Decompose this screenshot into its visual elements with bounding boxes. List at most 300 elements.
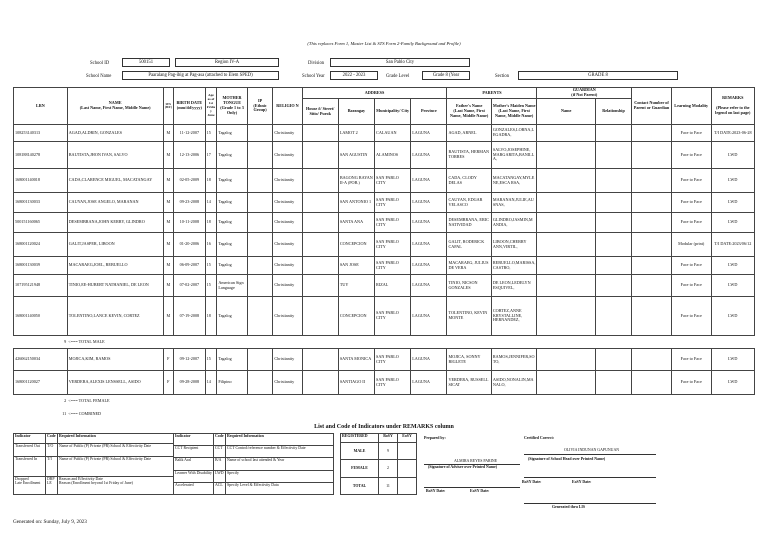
cell-gname <box>537 142 595 169</box>
region-field: Region IV-A <box>175 58 279 67</box>
cell-name: VERDERA,ALEXIS LENSSELL, ASIDO <box>67 371 163 395</box>
cell-remarks: T/I DATE:2023/06/12 <box>711 233 754 257</box>
cell-ip <box>247 257 273 275</box>
legend-ind: CCT Recipient <box>174 446 214 458</box>
col-lrn: LRN <box>14 88 68 125</box>
cell-brgy: CONCEPCION <box>338 297 374 336</box>
cell-lrn: 168001130033 <box>14 193 68 213</box>
cell-mother: GONZALES,LORNA,LEGADRA, <box>491 125 537 142</box>
cell-lrn: 168001120027 <box>14 371 68 395</box>
cell-brgy: SAN ANTONIO 1 <box>338 193 374 213</box>
bosy-date-line <box>424 487 520 488</box>
cell-ip <box>247 275 273 297</box>
cell-modality: Face to Face <box>671 142 711 169</box>
cell-remarks: LWD <box>711 169 754 193</box>
cell-name: DESEMBRANA,JOHN KERRY, GLINDRO <box>67 213 163 233</box>
cell-ip <box>247 142 273 169</box>
cell-ip <box>247 213 273 233</box>
cell-contact <box>632 213 672 233</box>
cell-ip <box>247 297 273 336</box>
cell-contact <box>632 257 672 275</box>
cell-brgy: TUY <box>338 275 374 297</box>
cell-city: SAN PABLO CITY <box>375 193 411 213</box>
cell-religion: Christianity <box>273 297 302 336</box>
cell-modality: Modular (print) <box>671 233 711 257</box>
cell-tongue: Tagalog <box>217 125 247 142</box>
cell-age: 18 <box>205 169 217 193</box>
legend-ind: Transferred In <box>14 456 46 476</box>
cell-rel <box>595 233 631 257</box>
cell-sex: M <box>163 297 174 336</box>
col-mother: Mother's Maiden Name (Last Name, First Name, Middle Name) <box>491 99 537 125</box>
cell-tongue: Tagalog <box>217 169 247 193</box>
eosy-date-label-2: EoSY Date: <box>572 480 592 484</box>
generated-lis-line <box>524 503 656 504</box>
cell-name: MACARAEG,JOEL, REBUELLO <box>67 257 163 275</box>
cell-tongue: Tagalog <box>217 257 247 275</box>
cell-lrn: 168001130039 <box>14 257 68 275</box>
col-guardian-name: Name <box>537 99 595 125</box>
col-province: Province <box>411 99 447 125</box>
cell-prov: LAGUNA <box>411 349 447 371</box>
cell-tongue: Tagalog <box>217 233 247 257</box>
cell-contact <box>632 125 672 142</box>
cell-prov: LAGUNA <box>411 233 447 257</box>
legend-table-left <box>13 433 174 495</box>
learner-row <box>14 257 755 275</box>
cell-modality: Face to Face <box>671 125 711 142</box>
cell-father: CADA, CLODY DELAS <box>447 169 491 193</box>
counts-male-bosy: 9 <box>379 443 398 460</box>
cell-ip <box>247 125 273 142</box>
prepared-by-label: Prepared by: <box>424 436 446 440</box>
cell-tongue: Filipino <box>217 371 247 395</box>
cell-lrn: 426062150034 <box>14 349 68 371</box>
cell-house <box>302 371 338 395</box>
cell-name: CAUYAN,JOSE ANGELO, MARANAN <box>67 193 163 213</box>
grade-level-label: Grade Level <box>386 74 410 79</box>
cell-age: 14 <box>205 193 217 213</box>
cell-sex: F <box>163 371 174 395</box>
cell-sex: M <box>163 213 174 233</box>
cell-gname <box>537 169 595 193</box>
cell-age: 15 <box>205 275 217 297</box>
cell-house <box>302 275 338 297</box>
col-sex: SEX (M/F) <box>163 88 174 125</box>
legend-ind: Balik Aral <box>174 458 214 470</box>
col-contact: Contact Number of Parent or Guardian <box>632 88 672 125</box>
cell-contact <box>632 275 672 297</box>
total-female-label: <=== TOTAL FEMALE <box>68 397 110 403</box>
learner-row <box>14 349 755 371</box>
cell-mother: ASIDO,NONALIN,MANALO, <box>491 371 537 395</box>
learner-row <box>14 371 755 395</box>
col-relationship: Relationship <box>595 99 631 125</box>
legend-req: Name of Public (P) Private (PR) School & Effectivity Date <box>58 443 174 456</box>
cell-mother: CORTEZ,ANNE KRYSTALLINE, HERNANDEZ, <box>491 297 537 336</box>
cell-religion: Christianity <box>273 193 302 213</box>
legend-req: Specify <box>226 470 334 482</box>
legend-table-right <box>173 433 334 495</box>
cell-rel <box>595 275 631 297</box>
cell-father: DESEMBRANA, ERIC NATIVIDAD <box>447 213 491 233</box>
cell-contact <box>632 233 672 257</box>
cell-sex: M <box>163 142 174 169</box>
cell-birth: 02-05-2009 <box>174 169 206 193</box>
cell-ip <box>247 233 273 257</box>
legend-h-indicator: Indicator <box>14 434 46 444</box>
cell-contact <box>632 349 672 371</box>
cell-tongue: Tagalog <box>217 193 247 213</box>
learner-row <box>14 125 755 142</box>
cell-contact <box>632 169 672 193</box>
bosy-date-label: BoSY Date: <box>426 489 446 493</box>
legend-req: CCT Control/reference number & Effectivity Date <box>226 446 334 458</box>
learner-row <box>14 233 755 257</box>
total-male-count: 9 <box>64 338 67 344</box>
cell-modality: Face to Face <box>671 193 711 213</box>
cell-mother: GLINDRO,JASMIN,MANDIA, <box>491 213 537 233</box>
col-name: NAME (Last Name, First Name, Middle Name) <box>67 88 163 125</box>
cell-prov: LAGUNA <box>411 142 447 169</box>
cell-birth: 07-19-2008 <box>174 297 206 336</box>
section-field: GRADE 8 <box>518 71 678 80</box>
cell-lrn: 107195121948 <box>14 275 68 297</box>
col-mother-tongue: MOTHER TONGUE (Grade 1 to 3 Only) <box>217 88 247 125</box>
legend-h-required: Required Information <box>226 434 334 446</box>
cell-lrn: 108188140278 <box>14 142 68 169</box>
cell-father: TOLENTINO, KEVIN MONTE <box>447 297 491 336</box>
cell-city: SAN PABLO CITY <box>375 233 411 257</box>
cell-city: SAN PABLO CITY <box>375 257 411 275</box>
cell-lrn: 168001120024 <box>14 233 68 257</box>
cell-remarks: LWD <box>711 257 754 275</box>
cell-mother: RAMOS,JENNIFER,SOTO, <box>491 349 537 371</box>
cell-name: TINIO,EE-HUBERT NATHANIEL, DE LEON <box>67 275 163 297</box>
cell-birth: 09-23-2008 <box>174 193 206 213</box>
cell-rel <box>595 125 631 142</box>
counts-registered-header: REGISTERED <box>341 434 379 443</box>
cell-birth: 09-28-2008 <box>174 371 206 395</box>
school-id-field: 500151 <box>122 58 170 67</box>
school-year-field: 2022 - 2023 <box>330 71 378 80</box>
cell-age: 18 <box>205 297 217 336</box>
cell-house <box>302 213 338 233</box>
cell-rel <box>595 371 631 395</box>
legend-code: LWD <box>214 470 226 482</box>
adviser-caption: (Signature of Adviser over Printed Name) <box>428 465 498 469</box>
cell-sex: M <box>163 169 174 193</box>
learner-row <box>14 213 755 233</box>
cell-prov: LAGUNA <box>411 371 447 395</box>
cell-rel <box>595 349 631 371</box>
cell-gname <box>537 257 595 275</box>
cell-name: GALIT,JASPER, LIBOON <box>67 233 163 257</box>
cell-religion: Christianity <box>273 169 302 193</box>
cell-ip <box>247 193 273 213</box>
cell-brgy: SANTA MONICA <box>338 349 374 371</box>
cell-mother: MARANAN,JULIE,AUSNAS, <box>491 193 537 213</box>
cell-gname <box>537 213 595 233</box>
counts-female-eosy <box>398 460 417 477</box>
legend-code: B/A <box>214 458 226 470</box>
combined-label: <=== COMBINED <box>68 410 102 416</box>
eosy-date-label: EoSY Date: <box>470 489 490 493</box>
cell-birth: 01-20-2006 <box>174 233 206 257</box>
cell-age: 15 <box>205 349 217 371</box>
col-barangay: Barangay <box>338 99 374 125</box>
col-father: Father's Name (Last Name, First Name, Middle Name) <box>447 99 491 125</box>
counts-female-bosy: 2 <box>379 460 398 477</box>
cell-house <box>302 233 338 257</box>
summary-counts-table <box>340 433 417 495</box>
cell-mother: REBUELLO,MARISSA,CASTRO, <box>491 257 537 275</box>
cell-religion: Christianity <box>273 213 302 233</box>
cell-prov: LAGUNA <box>411 125 447 142</box>
cell-mother: LIBOON,CHERRY ANN,VIRTIL, <box>491 233 537 257</box>
cell-age: 15 <box>205 125 217 142</box>
cell-modality: Face to Face <box>671 169 711 193</box>
cell-rel <box>595 142 631 169</box>
col-ip: IP (Ethnic Group) <box>247 88 273 125</box>
cell-prov: LAGUNA <box>411 213 447 233</box>
legend-ind: Accelerated <box>174 482 214 494</box>
cell-brgy: SAN AGUSTIN <box>338 142 374 169</box>
cell-rel <box>595 297 631 336</box>
cell-contact <box>632 142 672 169</box>
counts-total-bosy: 11 <box>379 477 398 494</box>
cell-father: MOJICA, SONNY BIGLETE <box>447 349 491 371</box>
counts-total-label: TOTAL <box>341 477 379 494</box>
learner-row <box>14 275 755 297</box>
cell-prov: LAGUNA <box>411 297 447 336</box>
cell-modality: Face to Face <box>671 275 711 297</box>
counts-eosy-header: EoSY <box>398 434 417 443</box>
legend-req: Name of school last attended & Year <box>226 458 334 470</box>
school-id-label: School ID <box>90 61 110 66</box>
col-religion: RELIGIO N <box>273 88 302 125</box>
cell-house <box>302 193 338 213</box>
school-head-caption: (Signature of School Head over Printed Name) <box>528 457 606 461</box>
cell-contact <box>632 371 672 395</box>
cell-house <box>302 142 338 169</box>
cell-father: CAUYAN, EDGAR VELASCO <box>447 193 491 213</box>
legend-code: CCT <box>214 446 226 458</box>
counts-male-eosy <box>398 443 417 460</box>
col-age: Age as of 1st Friday June <box>205 88 217 125</box>
cell-sex: M <box>163 257 174 275</box>
cell-lrn: 108253140313 <box>14 125 68 142</box>
legend-req: Reason and Effectivity Date Reason (Enrollment beyond 1st Friday of June) <box>58 476 174 494</box>
cell-father: TINIO, NICSON GONZALES <box>447 275 491 297</box>
legend-h-code: Code <box>46 434 58 444</box>
cell-mother: SALVO,JOSEPHINE, MARGARITA,BANILLA, <box>491 142 537 169</box>
cell-prov: LAGUNA <box>411 257 447 275</box>
col-address: ADDRESS <box>302 88 447 99</box>
cell-birth: 11-12-2007 <box>174 125 206 142</box>
cell-remarks: LWD <box>711 142 754 169</box>
cell-father: BAUTISTA, HERMAN TORRES <box>447 142 491 169</box>
counts-total-eosy <box>398 477 417 494</box>
cell-mother: DE LEON,LEDELYN ESQUIVEL, <box>491 275 537 297</box>
legend-ind: Dropped Late Enrollment <box>14 476 46 494</box>
cell-age: 16 <box>205 233 217 257</box>
cell-remarks: LWD <box>711 213 754 233</box>
col-municipality: Municipality/ City <box>375 99 411 125</box>
cell-gname <box>537 349 595 371</box>
cell-tongue: Tagalog <box>217 142 247 169</box>
col-parents: PARENTS <box>447 88 537 99</box>
cell-brgy: CONCEPCION <box>338 233 374 257</box>
cell-birth: 10-11-2008 <box>174 213 206 233</box>
cell-father: MACARAEG, JULIUS DE VERA <box>447 257 491 275</box>
generated-on: Generated on: Sunday, July 9, 2023 <box>13 519 87 525</box>
legend-title: List and Code of Indicators under REMARKS column <box>314 424 454 430</box>
cell-remarks: T/I DATE:2023-06-28 <box>711 125 754 142</box>
cell-age: 14 <box>205 371 217 395</box>
cell-lrn: 168001140050 <box>14 297 68 336</box>
cell-tongue: American Sign Language <box>217 275 247 297</box>
cell-rel <box>595 193 631 213</box>
cell-religion: Christianity <box>273 125 302 142</box>
cell-city: SAN PABLO CITY <box>375 349 411 371</box>
cell-sex: F <box>163 349 174 371</box>
cell-brgy: SAN JOSE <box>338 257 374 275</box>
school-name-field: Paaralang Pag-ibig at Pag-asa (attached to Elem SPED) <box>122 71 279 80</box>
cell-modality: Face to Face <box>671 213 711 233</box>
cell-name: AGAD,ALDRIN, GONZALES <box>67 125 163 142</box>
cell-age: 15 <box>205 257 217 275</box>
cell-house <box>302 349 338 371</box>
cell-modality: Face to Face <box>671 349 711 371</box>
counts-bosy-header: BoSY <box>379 434 398 443</box>
cell-gname <box>537 275 595 297</box>
cell-city: SAN PABLO CITY <box>375 213 411 233</box>
counts-female-label: FEMALE <box>341 460 379 477</box>
cell-father: AGAD, ARNEL <box>447 125 491 142</box>
learner-row <box>14 297 755 336</box>
cell-ip <box>247 349 273 371</box>
learner-table <box>13 87 755 421</box>
cell-city: SAN PABLO CITY <box>375 371 411 395</box>
cell-remarks: LWD <box>711 371 754 395</box>
cell-prov: LAGUNA <box>411 193 447 213</box>
cell-city: CALAUAN <box>375 125 411 142</box>
cell-city: RIZAL <box>375 275 411 297</box>
cell-lrn: 168001140018 <box>14 169 68 193</box>
cell-ip <box>247 371 273 395</box>
cell-modality: Face to Face <box>671 371 711 395</box>
cell-rel <box>595 169 631 193</box>
combined-count: 11 <box>62 410 67 416</box>
cell-birth: 06-09-2007 <box>174 257 206 275</box>
total-male-label: <=== TOTAL MALE <box>68 338 105 344</box>
school-name-label: School Name <box>86 74 112 79</box>
legend-code: ACL <box>214 482 226 494</box>
col-remarks: REMARKS (Please refer to the legend on last page) <box>711 88 754 125</box>
legend-req: Specify Level & Effectivity Data <box>226 482 334 494</box>
legend-code: T/I <box>46 456 58 476</box>
cell-birth: 07-02-2007 <box>174 275 206 297</box>
legend-h-indicator: Indicator <box>174 434 214 446</box>
col-birthdate: BIRTH DATE (mm/dd/yyyy) <box>174 88 206 125</box>
legend-ind: Transferred Out <box>14 443 46 456</box>
col-learning: Learning Modality <box>671 88 711 125</box>
cell-brgy: BAGONG BAYAN II-A (POB.) <box>338 169 374 193</box>
cell-lrn: 500151160065 <box>14 213 68 233</box>
cell-name: TOLENTINO,LANCE KEVIN, CORTEZ <box>67 297 163 336</box>
cell-brgy: LAMOT 2 <box>338 125 374 142</box>
cell-house <box>302 257 338 275</box>
col-house: House #/ Street/ Sitio/ Purok <box>302 99 338 125</box>
cell-modality: Face to Face <box>671 297 711 336</box>
cell-remarks: LWD <box>711 275 754 297</box>
cell-remarks: LWD <box>711 349 754 371</box>
cell-house <box>302 125 338 142</box>
cell-sex: M <box>163 125 174 142</box>
cell-city: SAN PABLO CITY <box>375 169 411 193</box>
counts-male-label: MALE <box>341 443 379 460</box>
cell-religion: Christianity <box>273 233 302 257</box>
cell-age: 18 <box>205 213 217 233</box>
cell-gname <box>537 193 595 213</box>
cell-name: MOJICA,KIM, RAMOS <box>67 349 163 371</box>
legend-req: Name of Public (P) Private (PR) School & Effectivity Date <box>58 456 174 476</box>
legend-code: DRP LE <box>46 476 58 494</box>
cell-sex: M <box>163 275 174 297</box>
cell-tongue: Tagalog <box>217 297 247 336</box>
cell-gname <box>537 233 595 257</box>
cell-mother: MACATANGAY,MYLENE,ESCA RSA, <box>491 169 537 193</box>
adviser-name: ALMIRA REYES PARINE <box>454 459 498 463</box>
cell-city: SAN PABLO CITY <box>375 297 411 336</box>
cell-brgy: SANTA ANA <box>338 213 374 233</box>
cell-tongue: Tagalog <box>217 349 247 371</box>
cell-father: GALIT, RODERICK CAPAL <box>447 233 491 257</box>
cell-modality: Face to Face <box>671 257 711 275</box>
cell-gname <box>537 125 595 142</box>
division-label: Division <box>308 61 325 66</box>
cell-city: ALAMINOS <box>375 142 411 169</box>
cell-religion: Christianity <box>273 142 302 169</box>
cell-remarks: LWD <box>711 297 754 336</box>
cell-house <box>302 169 338 193</box>
cell-birth: 09-12-2007 <box>174 349 206 371</box>
col-guardian: GUARDIAN (if Not Parent) <box>537 88 632 99</box>
cell-prov: LAGUNA <box>411 275 447 297</box>
form-note: (This replaces Form 1, Master List & STS Form 2-Family Background and Profile) <box>307 41 461 46</box>
cell-religion: Christianity <box>273 275 302 297</box>
school-head-name: OLIVIA INDUNAN GAPUNUAN <box>564 448 620 452</box>
total-female-count: 2 <box>64 397 67 403</box>
cell-name: BAUTISTA,JHON IVAN, SALVO <box>67 142 163 169</box>
school-year-label: School Year <box>302 74 325 79</box>
bosy-date-label-2: BoSY Date: <box>522 480 542 484</box>
bosy-date-line-2 <box>524 477 656 478</box>
generated-lis: Generated thru LIS <box>552 505 586 509</box>
learner-row <box>14 142 755 169</box>
cell-gname <box>537 297 595 336</box>
cell-religion: Christianity <box>273 257 302 275</box>
cell-father: VERDERA, RUSSELL SICAT <box>447 371 491 395</box>
cell-religion: Christianity <box>273 371 302 395</box>
cell-contact <box>632 193 672 213</box>
cell-rel <box>595 257 631 275</box>
division-field: San Pablo City <box>330 58 470 67</box>
cell-remarks: LWD <box>711 193 754 213</box>
cell-age: 17 <box>205 142 217 169</box>
cell-religion: Christianity <box>273 349 302 371</box>
